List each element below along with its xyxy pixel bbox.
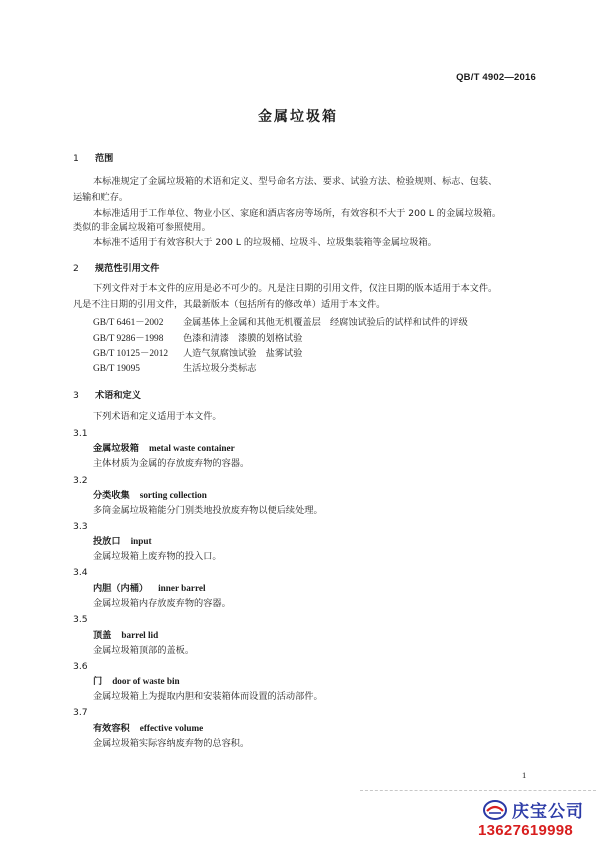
term-number: 3.3 xyxy=(73,521,88,532)
standard-code: QB/T 4902—2016 xyxy=(456,72,536,83)
reference-title: 生活垃圾分类标志 xyxy=(183,363,257,374)
paragraph-line: 类似的非金属垃圾箱可参照使用。 xyxy=(73,222,211,233)
term-zh: 门 xyxy=(93,676,103,687)
term-zh: 投放口 xyxy=(93,536,121,547)
term-number: 3.5 xyxy=(73,614,88,625)
term-number: 3.6 xyxy=(73,661,88,672)
reference-title: 金属基体上金属和其他无机覆盖层 经腐蚀试验后的试样和试件的评级 xyxy=(183,317,468,328)
term-en: barrel lid xyxy=(121,630,159,640)
section-title: 规范性引用文件 xyxy=(95,263,160,274)
reference-item xyxy=(93,363,257,375)
term-definition: 金属垃圾箱实际容纳废弃物的总容积。 xyxy=(93,738,250,749)
document-title: 金属垃圾箱 xyxy=(258,109,338,125)
reference-item xyxy=(93,317,468,329)
footer-divider xyxy=(360,790,596,791)
term-number: 3.4 xyxy=(73,567,88,578)
section-number: 2 xyxy=(73,263,79,274)
term-number: 3.7 xyxy=(73,707,88,718)
reference-item xyxy=(93,333,302,345)
company-watermark xyxy=(478,797,596,843)
term-zh: 有效容积 xyxy=(93,723,130,734)
reference-code: GB/T 10125－2012 xyxy=(93,349,169,359)
reference-code: GB/T 6461－2002 xyxy=(93,318,164,328)
section-title: 范围 xyxy=(95,153,114,164)
term-definition: 多筒金属垃圾箱能分门别类地投放废弃物以便后续处理。 xyxy=(93,505,323,516)
company-phone: 13627619998 xyxy=(478,822,574,839)
term-en: door of waste bin xyxy=(112,676,180,686)
paragraph-line: 本标准不适用于有效容积大于 200 L 的垃圾桶、垃圾斗、垃圾集装箱等金属垃圾箱。 xyxy=(93,237,437,248)
term-definition: 金属垃圾箱上为提取内胆和安装箱体而设置的活动部件。 xyxy=(93,691,323,702)
section-1-heading xyxy=(73,153,113,165)
term-name xyxy=(93,489,207,502)
term-definition: 金属垃圾箱上废弃物的投入口。 xyxy=(93,551,222,562)
paragraph-line: 运输和贮存。 xyxy=(73,192,129,203)
reference-title: 色漆和清漆 漆膜的划格试验 xyxy=(183,333,303,344)
term-zh: 分类收集 xyxy=(93,490,130,501)
term-definition: 主体材质为金属的存放废弃物的容器。 xyxy=(93,458,250,469)
term-definition: 金属垃圾箱顶部的盖板。 xyxy=(93,645,195,656)
section-title: 术语和定义 xyxy=(95,390,141,401)
section-3-heading xyxy=(73,390,141,402)
reference-code: GB/T 9286－1998 xyxy=(93,334,164,344)
section-number: 3 xyxy=(73,390,79,401)
term-name xyxy=(93,675,180,688)
term-zh: 内胆（内桶） xyxy=(93,583,149,594)
term-en: input xyxy=(130,536,152,546)
term-en: effective volume xyxy=(139,723,204,733)
reference-item xyxy=(93,348,302,360)
paragraph-line: 凡是不注日期的引用文件，其最新版本（包括所有的修改单）适用于本文件。 xyxy=(73,299,386,310)
term-name xyxy=(93,582,206,595)
company-logo-icon xyxy=(482,799,508,821)
page-number: 1 xyxy=(522,770,527,780)
term-name xyxy=(93,722,203,735)
paragraph-line: 本标准适用于工作单位、物业小区、家庭和酒店客房等场所，有效容积不大于 200 L 的金属垃圾箱。 xyxy=(93,208,502,219)
paragraph-line: 下列文件对于本文件的应用是必不可少的。凡是注日期的引用文件，仅注日期的版本适用于本文件。 xyxy=(93,283,498,294)
section-2-heading xyxy=(73,263,159,275)
term-en: metal waste container xyxy=(148,443,235,453)
term-name xyxy=(93,442,235,455)
section-number: 1 xyxy=(73,153,79,164)
term-en: sorting collection xyxy=(139,490,207,500)
term-en: inner barrel xyxy=(158,583,206,593)
reference-title: 人造气氛腐蚀试验 盐雾试验 xyxy=(183,348,303,359)
term-name xyxy=(93,629,158,642)
term-number: 3.2 xyxy=(73,475,88,486)
term-name xyxy=(93,535,152,548)
paragraph-line: 下列术语和定义适用于本文件。 xyxy=(93,411,222,422)
reference-code: GB/T 19095 xyxy=(93,364,140,374)
term-zh: 顶盖 xyxy=(93,630,112,641)
term-zh: 金属垃圾箱 xyxy=(93,443,139,454)
company-name: 庆宝公司 xyxy=(512,802,584,822)
paragraph-line: 本标准规定了金属垃圾箱的术语和定义、型号命名方法、要求、试验方法、检验规则、标志、包装、 xyxy=(93,176,498,187)
term-definition: 金属垃圾箱内存放废弃物的容器。 xyxy=(93,598,231,609)
term-number: 3.1 xyxy=(73,428,88,439)
